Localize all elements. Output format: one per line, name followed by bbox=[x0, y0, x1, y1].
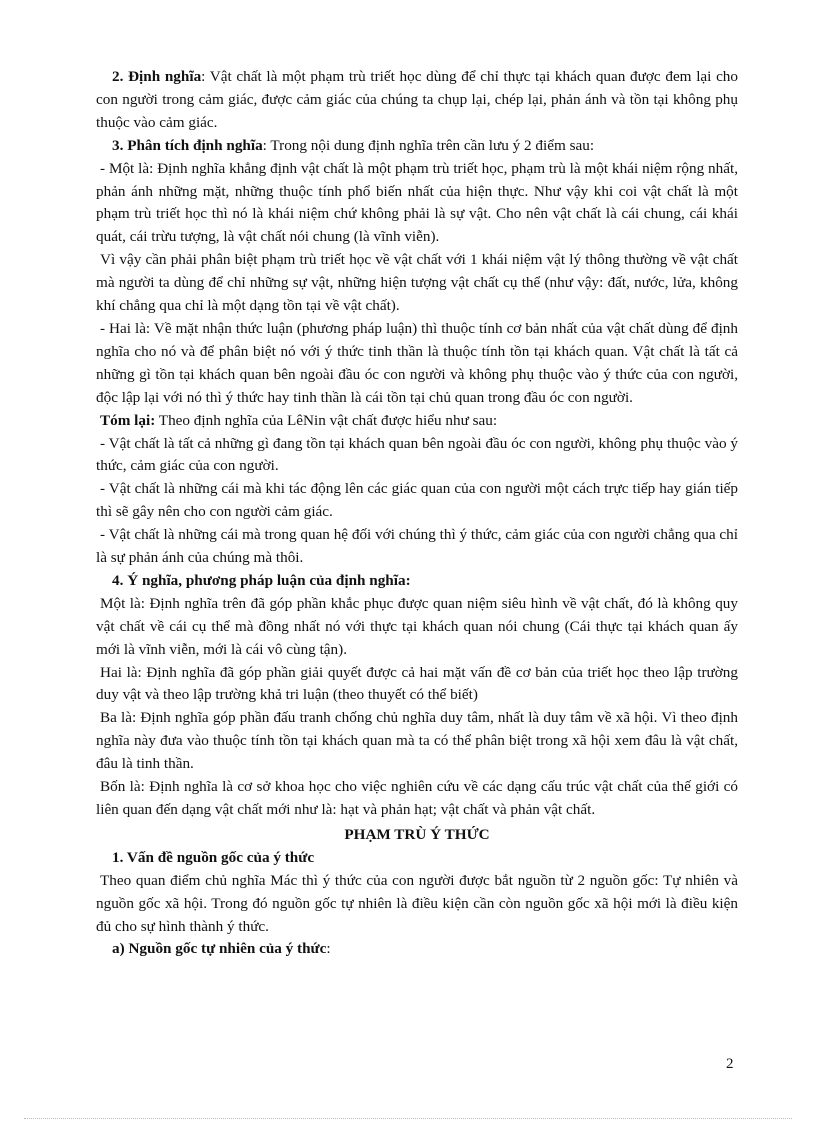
summary-item-3: - Vật chất là những cái mà trong quan hệ đối với chúng thì ý thức, cảm giác của con người chẳng qua chỉ là sự phản ánh của chúng mà thôi. bbox=[96, 526, 738, 567]
definition-heading: 2. Định nghĩa bbox=[112, 68, 202, 85]
point-two: - Hai là: Về mặt nhận thức luận (phương pháp luận) thì thuộc tính cơ bản nhất của vật chất dùng để định nghĩa cho nó và để phân biệt nó với ý thức tinh thần là thuộc tính tồn tại khách quan. Vật chất là tất cả những gì tồn tại khách quan bên ngoài đầu óc con người và không phụ thuộc vào ý thức của con người, độc lập lại với nó thì ý thức hay tinh thần là cái tồn tại chủ quan trong đầu óc con người. bbox=[96, 319, 738, 406]
analysis-heading: 3. Phân tích định nghĩa bbox=[112, 136, 263, 154]
chapter-title: PHẠM TRÙ Ý THỨC bbox=[344, 825, 490, 843]
origin-text: Theo quan điểm chủ nghĩa Mác thì ý thức của con người được bắt nguồn từ 2 nguồn gốc: Tự nhiên và nguồn gốc xã hội. Trong đó nguồn gốc tự nhiên là điều kiện cần còn nguồn gốc xã hội mới là điều kiện đủ cho sự hình thành ý thức. bbox=[96, 871, 738, 935]
definition-paragraph: 2. Định nghĩa: Vật chất là một phạm trù triết học dùng để chỉ thực tại khách quan được đem lại cho con người trong cảm giác, được cảm giác của chúng ta chụp lại, chép lại, phản ánh và tồn tại không phụ thuộc vào cảm giác. bbox=[96, 68, 738, 131]
page-number: 2 bbox=[726, 1056, 734, 1072]
meaning-heading: 4. Ý nghĩa, phương pháp luận của định nghĩa: bbox=[112, 571, 411, 589]
document-body bbox=[96, 66, 738, 961]
point-one-b: Vì vậy cần phải phân biệt phạm trù triết học về vật chất với 1 khái niệm vật lý thông thường về vật chất mà người ta dùng để chỉ những sự vật, những hiện tượng vật chất cụ thể (như vậy: đất, nước, lửa, không khí chẳng qua chỉ là một dạng tồn tại về vật chất). bbox=[96, 251, 738, 315]
analysis-paragraph: 3. Phân tích định nghĩa: Trong nội dung định nghĩa trên cần lưu ý 2 điểm sau: bbox=[112, 136, 595, 154]
summary-item-2: - Vật chất là những cái mà khi tác động lên các giác quan của con người một cách trực tiếp hay gián tiếp thì sẽ gây nên cho con người cảm giác. bbox=[96, 480, 738, 521]
natural-origin-heading: a) Nguồn gốc tự nhiên của ý thức: bbox=[112, 940, 331, 958]
meaning-4: Bốn là: Định nghĩa là cơ sở khoa học cho việc nghiên cứu về các dạng cấu trúc vật chất của thế giới có liên quan đến dạng vật chất mới như là: hạt và phản hạt; vật chất và phản vật chất. bbox=[96, 778, 738, 818]
meaning-1: Một là: Định nghĩa trên đã góp phần khắc phục được quan niệm siêu hình về vật chất, đó là không quy vật chất về cái cụ thể mà đồng nhất nó với thực tại khách quan nói chung (Cái thực tại khách quan ấy mới là vĩnh viễn, mới là cái vô cùng tận). bbox=[96, 594, 738, 658]
meaning-3: Ba là: Định nghĩa góp phần đấu tranh chống chủ nghĩa duy tâm, nhất là duy tâm về xã hội. Vì theo định nghĩa này đưa vào thuộc tính tồn tại khách quan mà ta có thể phân biệt trong xã hội xem đâu là vật chất, đâu là tinh thần. bbox=[96, 709, 738, 773]
meaning-2: Hai là: Định nghĩa đã góp phần giải quyết được cả hai mặt vấn đề cơ bản của triết học theo lập trường duy vật và theo lập trường khả tri luận (theo thuyết có thể biết) bbox=[96, 663, 738, 704]
summary-item-1: - Vật chất là tất cả những gì đang tồn tại khách quan bên ngoài đầu óc con người, không phụ thuộc vào ý thức, cảm giác của con người. bbox=[96, 434, 738, 475]
point-one: - Một là: Định nghĩa khẳng định vật chất là một phạm trù triết học, phạm trù là một khái niệm rộng nhất, phản ánh những mặt, những thuộc tính phổ biến nhất của hiện thực. Như vậy khi coi vật chất là một phạm trù triết học thì nó là khái niệm chứ không phải là sự vật. Cho nên vật chất là cái chung, cái khái quát, cái trừu tượng, là vật chất nói chung (là vĩnh viễn). bbox=[96, 159, 738, 246]
origin-heading: 1. Vấn đề nguồn gốc của ý thức bbox=[112, 848, 315, 866]
footer-divider bbox=[24, 1118, 792, 1119]
summary-label: Tóm lại: bbox=[100, 411, 156, 429]
summary-paragraph: Tóm lại: Theo định nghĩa của LêNin vật chất được hiểu như sau: bbox=[100, 411, 498, 429]
